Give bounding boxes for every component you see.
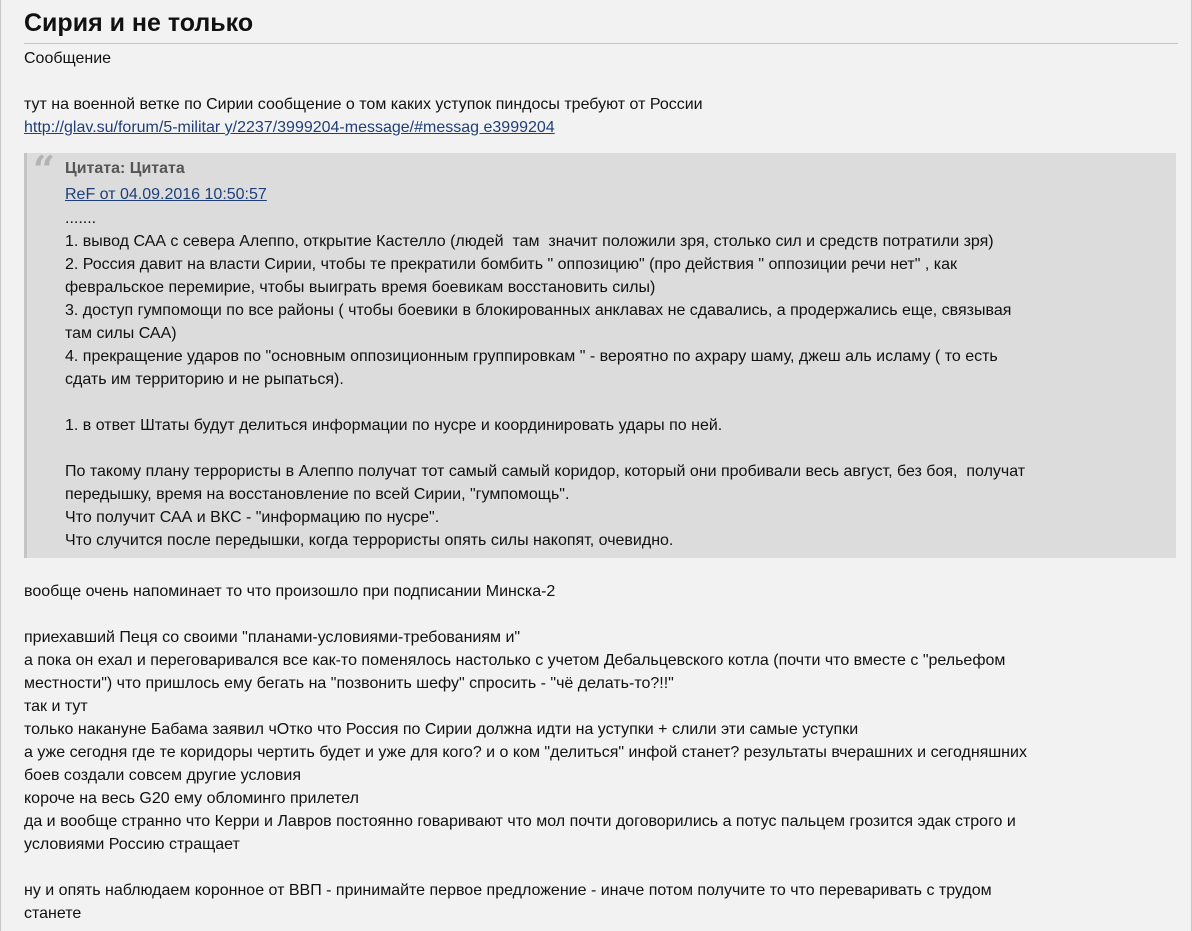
body-line: короче на весь G20 ему обломинго прилетел <box>24 790 360 807</box>
body-line: да и вообще странно что Керри и Лавров постоянно говаривают что мол почти договорились а потус пальцем грозится эдак строго и <box>24 813 1016 830</box>
blank-line <box>24 70 1178 93</box>
blank-line <box>24 856 1178 879</box>
message-label: Сообщение <box>24 50 112 67</box>
title-divider <box>24 43 1178 44</box>
quote-line: февральское перемирие, чтобы выиграть время боевикам восстановить силы) <box>65 279 656 296</box>
quote-line: По такому плану террористы в Алеппо получат тот самый самый коридор, который они пробивали весь август, без боя, получат <box>65 463 1026 480</box>
body-line: ну и опять наблюдаем коронное от ВВП - принимайте первое предложение - иначе потом получите то что переваривать с трудом <box>24 882 992 899</box>
quote-author-link[interactable]: ReF от 04.09.2016 10:50:57 <box>65 186 267 203</box>
body-line: приехавший Пеця со своими "планами-условиями-требованиям и" <box>24 629 521 646</box>
quote-title: Цитата: Цитата <box>65 160 185 177</box>
quote-body <box>65 207 1164 552</box>
quote-line: 4. прекращение ударов по "основным оппозиционным группировкам " - вероятно по ахрару шаму, джеш аль исламу ( то есть <box>65 348 998 365</box>
quote-line: там силы САА) <box>65 325 177 342</box>
post-body <box>24 580 1178 925</box>
forum-post <box>24 6 1178 925</box>
blank-line <box>65 391 1164 414</box>
intro-text: тут на военной ветке по Сирии сообщение о том каких уступок пиндосы требуют от России <box>24 96 703 113</box>
quote-mark-icon: “ <box>33 147 55 192</box>
quote-line: сдать им территорию и не рыпаться). <box>65 371 344 388</box>
body-line: вообще очень напоминает то что произошло при подписании Минска-2 <box>24 583 556 600</box>
body-line: так и тут <box>24 698 88 715</box>
body-line: боев создали совсем другие условия <box>24 767 301 784</box>
body-line: а уже сегодня где те коридоры чертить будет и уже для кого? и о ком "делиться" инфой станет? результаты вчерашних и сегодняшних <box>24 744 1027 761</box>
body-line: станете <box>24 905 82 922</box>
quote-line: Что получит САА и ВКС - "информацию по нусре". <box>65 509 440 526</box>
quote-line: передышку, время на восстановление по всей Сирии, "гумпомощь". <box>65 486 570 503</box>
quote-line: 1. вывод САА с севера Алеппо, открытие Кастелло (людей там значит положили зря, столько сил и средств потратили зря) <box>65 233 994 250</box>
body-line: а пока он ехал и переговаривался все как-то поменялось настолько с учетом Дебальцевского котла (почти что вместе с "рельефом <box>24 652 1006 669</box>
intro-link[interactable]: http://glav.su/forum/5-militar y/2237/3999204-message/#messag e3999204 <box>24 119 555 136</box>
quote-block <box>24 147 1176 558</box>
post-intro <box>24 70 1178 139</box>
quote-line: Что случится после передышки, когда террористы опять силы накопят, очевидно. <box>65 532 674 549</box>
quote-line: 1. в ответ Штаты будут делиться информации по нусре и координировать удары по ней. <box>65 417 723 434</box>
body-line: местности") что пришлось ему бегать на "позвонить шефу" спросить - "чё делать-то?!!" <box>24 675 674 692</box>
blank-line <box>65 437 1164 460</box>
quote-line: ....... <box>65 210 97 227</box>
blank-line <box>24 603 1178 626</box>
quote-line: 3. доступ гумпомощи по все районы ( чтобы боевики в блокированных анклавах не сдавались, а продержались еще, связывая <box>65 302 1012 319</box>
body-line: условиями Россию стращает <box>24 836 240 853</box>
quote-line: 2. Россия давит на власти Сирии, чтобы те прекратили бомбить " оппозицию" (про действия " оппозиции речи нет" , как <box>65 256 957 273</box>
body-line: только накануне Бабама заявил чОтко что Россия по Сирии должна идти на уступки + слили эти самые уступки <box>24 721 859 738</box>
post-title: Сирия и не только <box>24 9 254 37</box>
